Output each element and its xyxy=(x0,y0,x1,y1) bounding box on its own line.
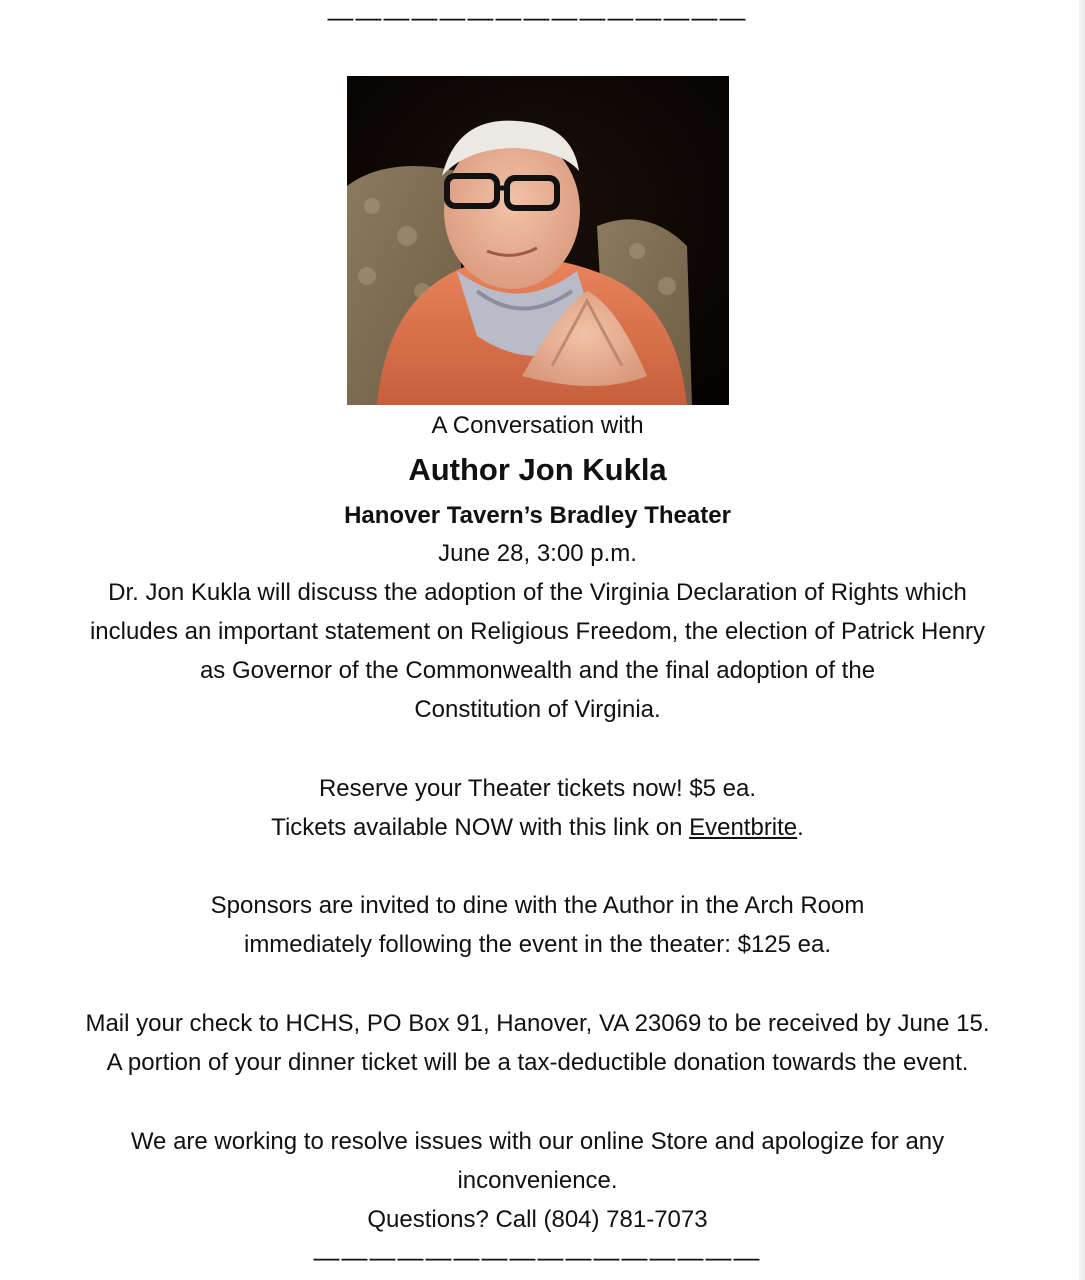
ticket-availability xyxy=(0,808,1075,847)
divider-bottom: ———————————————— xyxy=(313,1242,762,1272)
description-line: includes an important statement on Religious Freedom, the election of Patrick Henry xyxy=(89,618,986,645)
event-description xyxy=(0,573,1075,729)
ticket-availability-suffix: . xyxy=(797,814,804,841)
sponsors-line-2: immediately following the event in the theater: $125 ea. xyxy=(243,931,832,958)
contact-questions: Questions? Call (804) 781-7073 xyxy=(367,1206,708,1233)
author-photo xyxy=(347,76,729,405)
store-notice-line-1: We are working to resolve issues with our online Store and apologize for any xyxy=(130,1128,945,1155)
divider-top: ——————————————— xyxy=(327,2,748,32)
event-intro: A Conversation with xyxy=(431,412,644,439)
portrait-photo-icon xyxy=(347,76,729,405)
mail-line-2: A portion of your dinner ticket will be a tax-deductible donation towards the event. xyxy=(106,1049,969,1076)
description-line: Constitution of Virginia. xyxy=(414,696,661,723)
scrollbar-track[interactable] xyxy=(1079,0,1085,1280)
ticket-price-text: Reserve your Theater tickets now! $5 ea. xyxy=(318,775,757,802)
mail-line-1: Mail your check to HCHS, PO Box 91, Hanover, VA 23069 to be received by June 15. xyxy=(85,1010,990,1037)
description-line: Dr. Jon Kukla will discuss the adoption of the Virginia Declaration of Rights which xyxy=(108,579,967,606)
event-date: June 28, 3:00 p.m. xyxy=(438,540,637,567)
event-venue: Hanover Tavern’s Bradley Theater xyxy=(344,502,731,529)
sponsors-line-1: Sponsors are invited to dine with the Author in the Arch Room xyxy=(210,892,865,919)
event-author: Author Jon Kukla xyxy=(408,452,667,487)
ticket-availability-prefix: Tickets available NOW with this link on xyxy=(271,814,690,841)
store-notice-line-2: inconvenience. xyxy=(457,1167,618,1194)
description-line: as Governor of the Commonwealth and the final adoption of the xyxy=(199,657,876,684)
eventbrite-link[interactable]: Eventbrite xyxy=(689,814,798,841)
